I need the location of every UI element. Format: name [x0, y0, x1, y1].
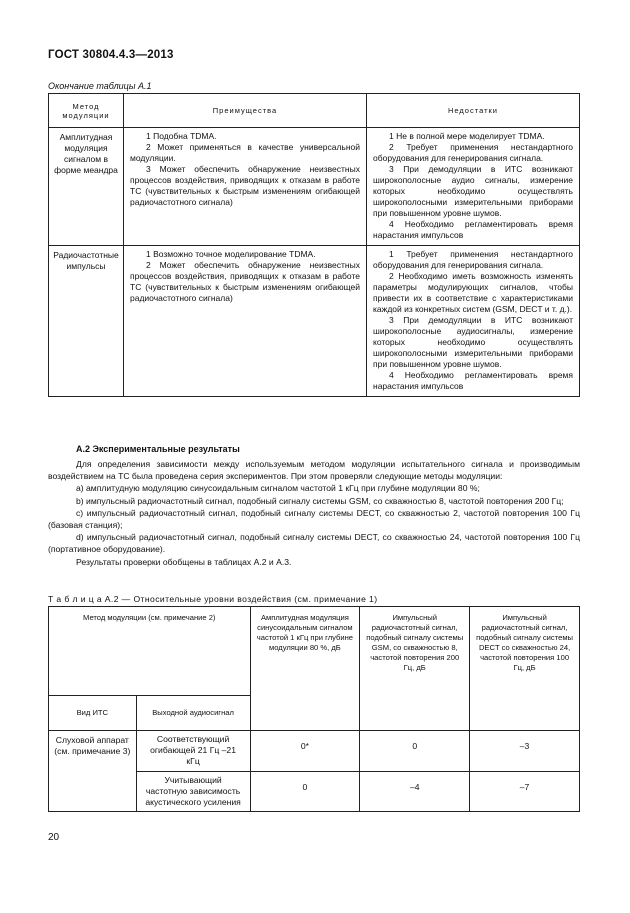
dect-value: –7 [470, 771, 580, 812]
am-value: 0* [250, 731, 360, 772]
method-cell: Радиочастотные импульсы [49, 246, 124, 397]
audio-cell: Соответствующий огибающей 21 Гц –21 кГц [136, 731, 250, 772]
advantage-item: 1 Возможно точное моделирование TDMA. [146, 249, 316, 259]
col-header-gsm: Импульсный радиочастотный сигнал, подобный сигналу системы GSM, со скважностью 8, частотой повторения 200 Гц, дБ [360, 607, 470, 731]
disadvantage-item: 3 При демодуляции в ИТС возникают широкополосные аудиосигналы, измерение которых необходимо осуществлять широкополосными измерительными приборами при повышенном уровне шумов. [373, 315, 573, 369]
page-number: 20 [48, 832, 60, 843]
dect-value: –3 [470, 731, 580, 772]
paragraph: Для определения зависимости между используемым методом модуляции испытательного сигнала и производимым воздействием на ТС была проведена серия экспериментов. При этом проверяли следующие методы модуляции: [48, 459, 580, 482]
paragraph: c) импульсный радиочастотный сигнал, подобный сигналу системы DECT, со скважностью 2, частотой повторения 100 Гц (базовая станция); [48, 507, 580, 531]
paragraph: d) импульсный радиочастотный сигнал, подобный сигналу системы DECT, со скважностью 24, частотой повторения 100 Гц (портативное оборудование). [48, 532, 580, 555]
gsm-value: 0 [360, 731, 470, 772]
col-header-method: Метод модуляции [49, 94, 124, 128]
col-header-method: Метод модуляции (см. примечание 2) [49, 607, 251, 696]
advantage-item: 1 Подобна TDMA. [146, 131, 217, 141]
am-value: 0 [250, 771, 360, 812]
table-row [49, 128, 580, 246]
col-header-advantages: Преимущества [124, 94, 367, 128]
paragraph: a) амплитудную модуляцию синусоидальным сигналом частотой 1 кГц при глубине модуляции 80 %; [76, 483, 480, 494]
table-caption: Окончание таблицы А.1 [48, 81, 152, 91]
disadvantage-item: 2 Необходимо иметь возможность изменять параметры модулирующих сигналов, чтобы привести их в соответствие с характеристиками каждой из конкретных систем (GSM, DECT и т. д.). [373, 271, 573, 314]
paragraph: b) импульсный радиочастотный сигнал, подобный сигналу системы GSM, со скважностью 8, частотой повторения 200 Гц; [76, 495, 564, 506]
disadvantage-item: 1 Требует применения нестандартного оборудования для генерирования сигнала. [373, 249, 573, 270]
disadvantage-item: 4 Необходимо регламентировать время нарастания импульсов [373, 370, 573, 391]
col-header-its: Вид ИТС [49, 696, 137, 731]
section-title: А.2 Экспериментальные результаты [76, 444, 240, 454]
standard-header: ГОСТ 30804.4.3—2013 [48, 49, 174, 61]
table-a2-caption: Т а б л и ц а А.2 — Относительные уровни воздействия (см. примечание 1) [48, 594, 378, 604]
col-header-am: Амплитудная модуляция синусоидальным сигналом частотой 1 кГц при глубине модуляции 80 %, дБ [250, 607, 360, 731]
gsm-value: –4 [360, 771, 470, 812]
paragraph: Результаты проверки обобщены в таблицах А.2 и А.3. [76, 556, 292, 567]
its-type-cell: Слуховой аппарат (см. примечание 3) [49, 731, 137, 812]
col-header-disadvantages: Недостатки [367, 94, 580, 128]
col-header-dect: Импульсный радиочастотный сигнал, подобный сигналу системы DECT со скважностью 24, частотой повторения 100 Гц, дБ [470, 607, 580, 731]
method-cell: Амплитудная модуляция сигналом в форме меандра [49, 128, 124, 246]
table-a2 [48, 606, 580, 812]
disadvantage-item: 2 Требует применения нестандартного оборудования для генерирования сигнала. [373, 142, 573, 163]
col-header-audio: Выходной аудиосигнал [136, 696, 250, 731]
advantage-item: 2 Может применяться в качестве универсальной модуляции. [130, 142, 360, 163]
table-row [49, 731, 580, 772]
audio-cell: Учитывающий частотную зависимость акустического усиления [136, 771, 250, 812]
table-row [49, 246, 580, 397]
advantage-item: 3 Может обеспечить обнаружение неизвестных процессов воздействия, приводящих к отказам в работе ТС (чувствительных к быстрым изменениям огибающей радиочастотного сигнала) [130, 164, 360, 207]
table-a1 [48, 93, 580, 397]
disadvantage-item: 1 Не в полной мере моделирует TDMA. [389, 131, 545, 141]
disadvantage-item: 4 Необходимо регламентировать время нарастания импульсов [373, 219, 573, 240]
disadvantage-item: 3 При демодуляции в ИТС возникают широкополосные аудио сигналы, измерение которых необходимо осуществлять широкополосными измерительными приборами при повышенном уровне шумов. [373, 164, 573, 218]
section-body [48, 458, 580, 568]
advantage-item: 2 Может обеспечить обнаружение неизвестных процессов воздействия, приводящих к отказам в работе ТС (чувствительных к быстрым изменениям огибающей радиочастотного сигнала) [130, 260, 360, 303]
